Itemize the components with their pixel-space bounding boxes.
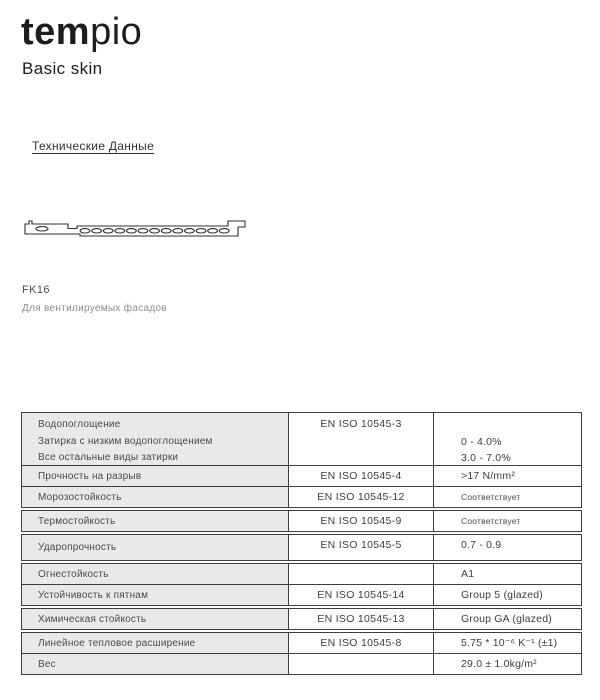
standard-cell [288,633,433,653]
standard-label: EN ISO 10545-13 [317,612,405,625]
property-label: Морозостойкость [38,491,122,503]
standard-cell [288,609,433,629]
table-row [21,510,582,532]
value-text: Соответствует [461,491,521,502]
property-label: Огнестойкость [38,568,109,580]
product-code: FK16 [22,284,50,296]
spec-table [21,413,582,675]
value-text [461,417,581,434]
standard-label: EN ISO 10545-4 [320,469,402,482]
standard-cell [288,511,433,531]
value-text: 0.7 - 0.9 [461,539,502,551]
value-cell [433,585,581,605]
property-label: Вес [38,658,56,670]
value-cell [433,535,581,560]
standard-cell [288,564,433,584]
value-text: A1 [461,567,475,580]
brand-logo-light-part: pio [90,11,143,53]
panel-profile-drawing [22,216,248,240]
value-text: Соответствует [461,515,521,526]
property-cell [22,466,288,486]
value-cell [433,511,581,531]
technical-data-link[interactable]: Технические Данные [32,139,155,153]
value-text: 5.75 * 10⁻⁶ K⁻¹ (±1) [461,636,558,649]
property-cell [22,654,288,674]
standard-cell [288,413,433,465]
standard-label: EN ISO 10545-9 [320,514,402,527]
value-cell [433,466,581,486]
standard-cell [288,466,433,486]
property-label: Линейное тепловое расширение [38,637,196,649]
standard-label: EN ISO 10545-14 [317,588,405,601]
property-label: Все остальные виды затирки [38,452,179,463]
standard-label [359,567,362,582]
standard-label [359,657,362,672]
table-row [21,584,582,606]
table-row [21,486,582,508]
standard-cell [288,585,433,605]
property-cell [22,585,288,605]
standard-cell [288,487,433,507]
value-cell [433,487,581,507]
value-text: Group 5 (glazed) [461,588,543,601]
value-text: >17 N/mm² [461,469,516,482]
value-text: 29.0 ± 1.0kg/m² [461,657,537,670]
property-cell [22,487,288,507]
property-label: Затирка с низким водопоглощением [38,435,213,447]
value-cell [433,413,581,465]
standard-cell [288,535,433,560]
property-label: Прочность на разрыв [38,470,142,482]
property-label: Химическая стойкость [38,613,147,625]
table-row [21,608,582,630]
standard-label: EN ISO 10545-8 [320,636,402,649]
property-label: Ударопрочность [38,542,117,553]
value-text: 3.0 - 7.0% [461,452,511,464]
value-cell [433,609,581,629]
property-label: Водопоглощение [38,419,121,430]
value-text: 0 - 4.0% [461,435,502,448]
property-cell [22,564,288,584]
standard-label: EN ISO 10545-5 [320,539,402,551]
property-cell [22,535,288,560]
table-row [21,412,582,466]
product-line-title: Basic skin [22,59,103,78]
property-cell [22,511,288,531]
product-subtitle: Для вентилируемых фасадов [22,303,167,314]
table-row [21,465,582,487]
property-label: Устойчивость к пятнам [38,589,149,601]
standard-label: EN ISO 10545-12 [317,490,405,503]
property-label: Термостойкость [38,515,116,527]
value-cell [433,564,581,584]
value-text: Group GA (glazed) [461,612,552,625]
table-row [21,632,582,654]
value-cell [433,654,581,674]
brand-logo [21,10,142,56]
brand-logo-bold-part: tem [21,11,91,53]
table-row [21,563,582,585]
standard-cell [288,654,433,674]
property-cell [22,633,288,653]
standard-label: EN ISO 10545-3 [320,418,402,430]
property-cell [22,413,288,465]
value-cell [433,633,581,653]
table-row [21,534,582,561]
table-row [21,653,582,675]
property-cell [22,609,288,629]
